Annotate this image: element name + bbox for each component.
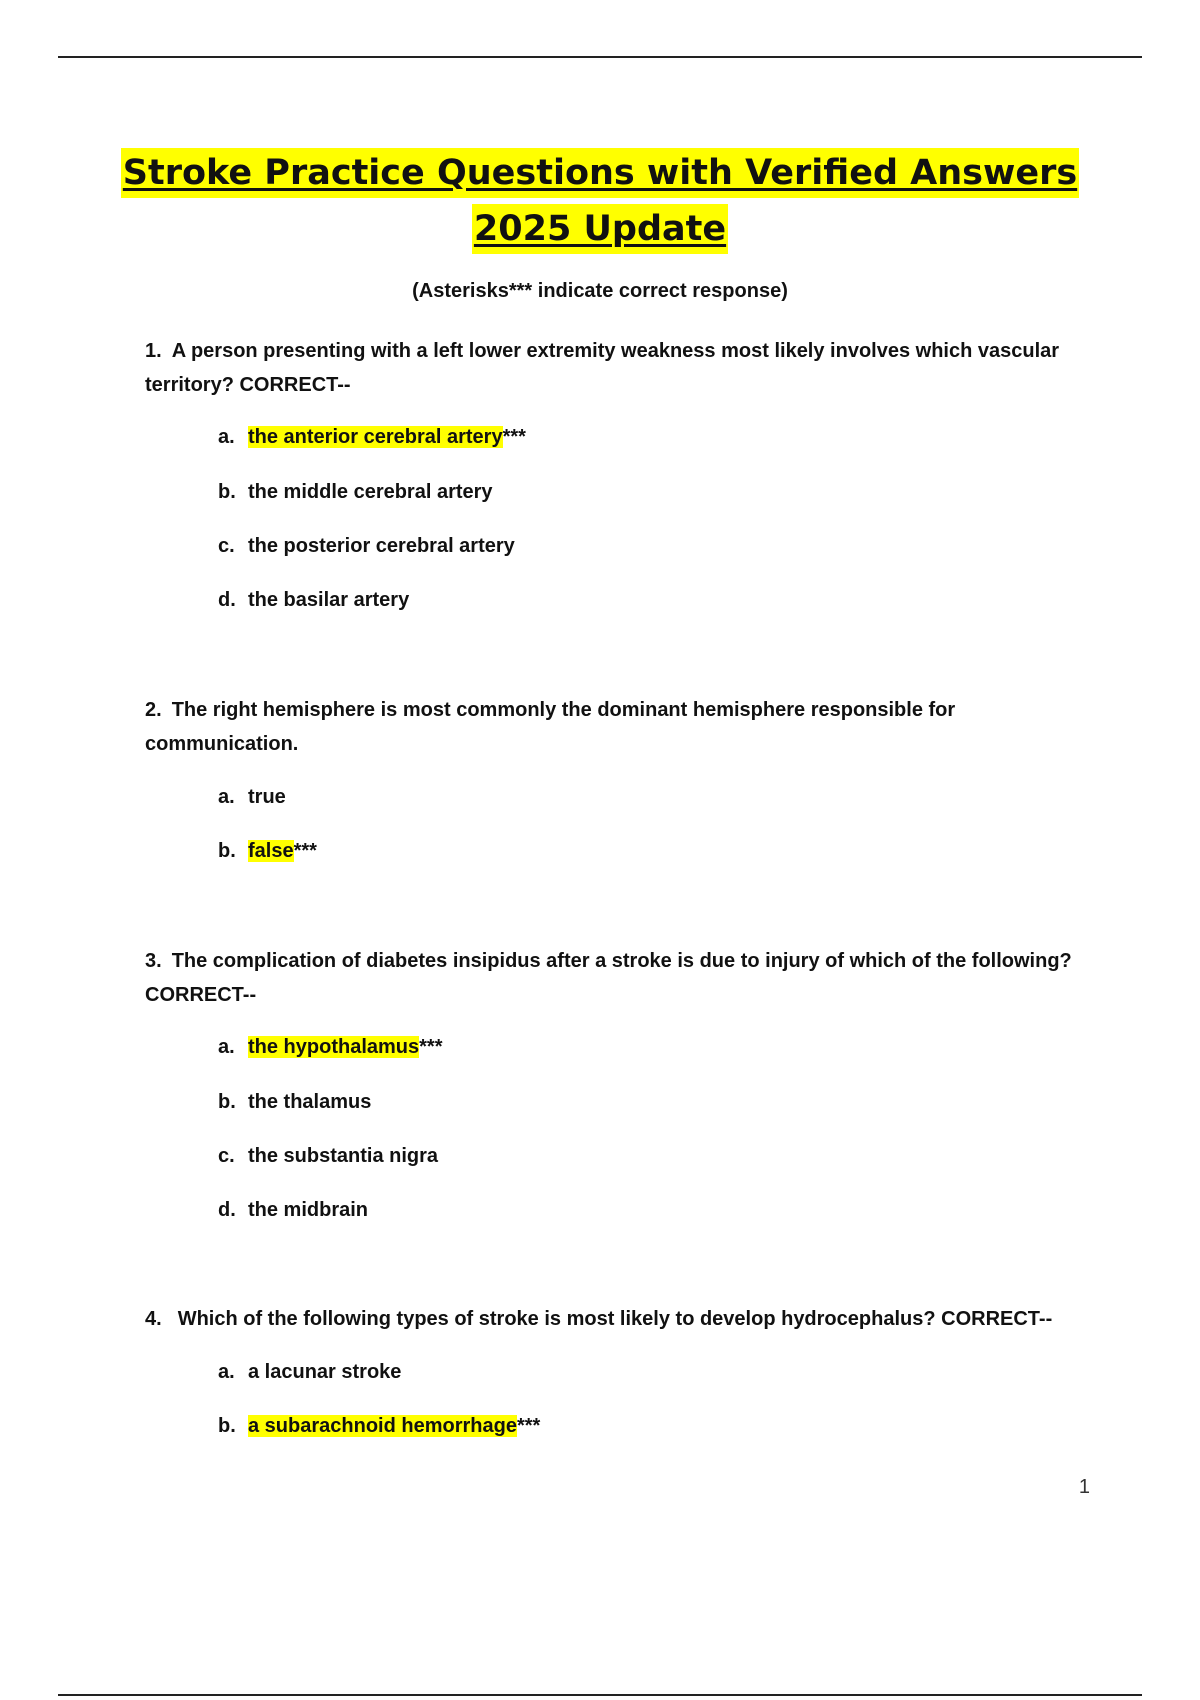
- option-2a: [218, 783, 286, 811]
- correct-marker: ***: [516, 1415, 541, 1437]
- option-letter: a.: [218, 1036, 235, 1058]
- option-4b: [218, 1412, 540, 1440]
- option-text: the thalamus: [248, 1091, 372, 1113]
- question-number: 3.: [145, 950, 162, 972]
- correct-marker: ***: [419, 1036, 443, 1058]
- question-text: The right hemisphere is most commonly the dominant hemisphere responsible for communication.: [145, 699, 956, 755]
- document-title: [0, 148, 1200, 260]
- option-3a: [218, 1033, 443, 1061]
- option-1b: [218, 478, 493, 506]
- option-text: the middle cerebral artery: [248, 481, 493, 503]
- correct-answer-text: the hypothalamus: [248, 1036, 420, 1058]
- question-text: A person presenting with a left lower extremity weakness most likely involves which vascular territory? CORRECT--: [145, 340, 1060, 396]
- answer-key-note: (Asterisks*** indicate correct response): [412, 280, 788, 302]
- footer-rule: [58, 1694, 1142, 1696]
- option-3b: [218, 1088, 371, 1116]
- question-text: Which of the following types of stroke is most likely to develop hydrocephalus? CORRECT--: [177, 1308, 1053, 1330]
- header-rule: [58, 56, 1142, 58]
- option-text: the midbrain: [248, 1199, 369, 1221]
- question-3: [145, 944, 1095, 1012]
- correct-answer-text: false: [248, 840, 294, 862]
- option-letter: d.: [218, 589, 236, 611]
- option-text: true: [248, 786, 286, 808]
- option-letter: b.: [218, 1415, 236, 1437]
- option-text: a lacunar stroke: [248, 1361, 402, 1383]
- option-2b: [218, 837, 317, 865]
- option-letter: a.: [218, 1361, 235, 1383]
- correct-answer-text: the anterior cerebral artery: [248, 426, 503, 448]
- title-line-2: 2025 Update: [472, 204, 728, 254]
- option-1d: [218, 586, 409, 614]
- question-number: 4.: [145, 1308, 162, 1330]
- option-3d: [218, 1196, 368, 1224]
- option-4a: [218, 1358, 401, 1386]
- question-number: 1.: [145, 340, 162, 362]
- option-text: the substantia nigra: [248, 1145, 439, 1167]
- option-letter: d.: [218, 1199, 236, 1221]
- option-letter: b.: [218, 481, 236, 503]
- correct-marker: ***: [502, 426, 526, 448]
- option-letter: a.: [218, 426, 235, 448]
- option-letter: c.: [218, 535, 235, 557]
- question-1: [145, 334, 1095, 402]
- option-1a: [218, 423, 526, 451]
- question-number: 2.: [145, 699, 162, 721]
- option-1c: [218, 532, 515, 560]
- question-text: The complication of diabetes insipidus after a stroke is due to injury of which of the following? CORRECT--: [145, 950, 1072, 1006]
- option-text: the posterior cerebral artery: [248, 535, 515, 557]
- question-4: [145, 1302, 1145, 1336]
- option-text: the basilar artery: [248, 589, 410, 611]
- option-3c: [218, 1142, 438, 1170]
- correct-marker: ***: [293, 840, 317, 862]
- option-letter: b.: [218, 840, 236, 862]
- option-letter: a.: [218, 786, 235, 808]
- page-number: 1: [1078, 1476, 1090, 1498]
- correct-answer-text: a subarachnoid hemorrhage: [248, 1415, 517, 1437]
- option-letter: b.: [218, 1091, 236, 1113]
- question-2: [145, 693, 1095, 761]
- title-line-1: Stroke Practice Questions with Verified Answers: [121, 148, 1079, 198]
- option-letter: c.: [218, 1145, 235, 1167]
